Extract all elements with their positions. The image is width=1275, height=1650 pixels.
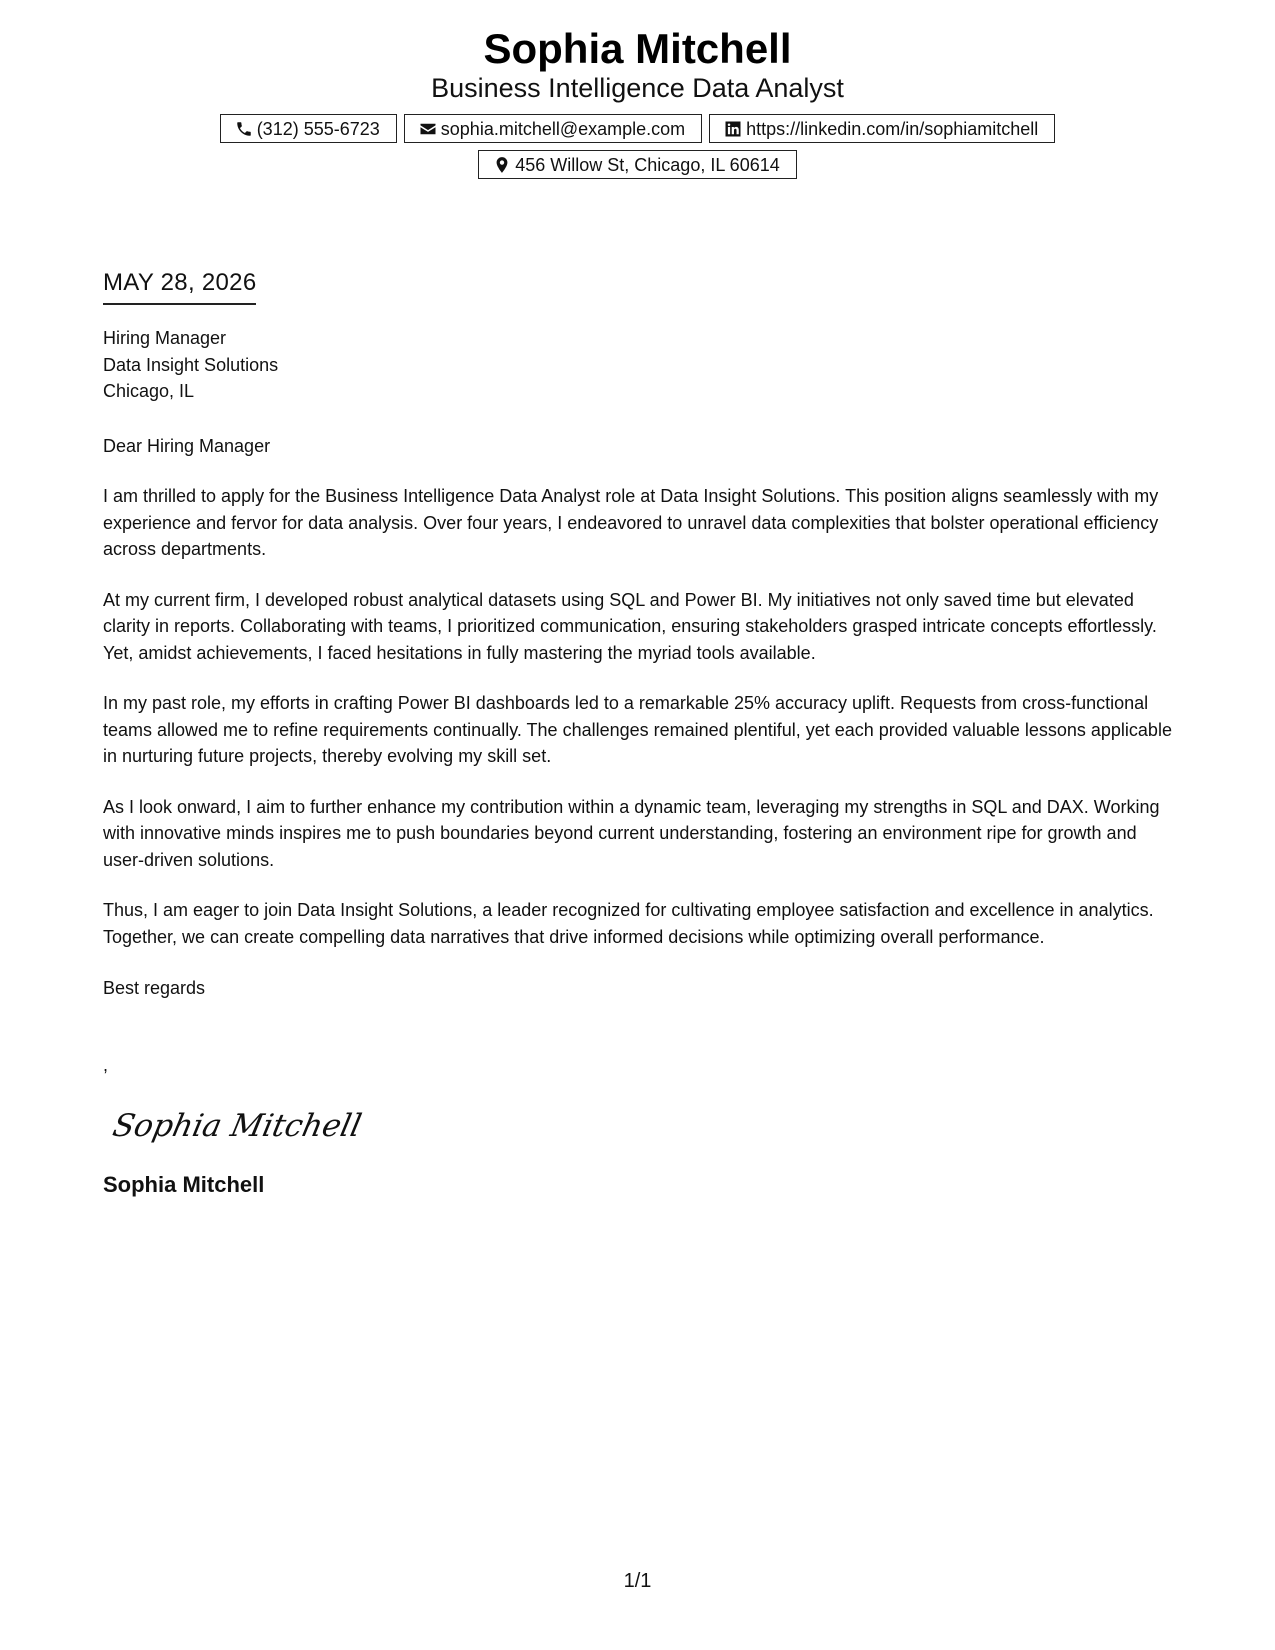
letter-body — [103, 268, 1173, 1198]
applicant-title: Business Intelligence Data Analyst — [431, 73, 844, 103]
address-text: 456 Willow St, Chicago, IL 60614 — [515, 155, 780, 175]
phone-icon — [235, 120, 253, 138]
linkedin-text: https://linkedin.com/in/sophiamitchell — [746, 119, 1039, 139]
contact-address — [478, 150, 796, 179]
applicant-name: Sophia Mitchell — [483, 25, 792, 72]
contact-list — [188, 114, 1088, 179]
recipient-line: Hiring Manager — [103, 328, 227, 348]
body-paragraph: In my past role, my efforts in crafting Power BI dashboards led to a remarkable 25% accuracy uplift. Requests from cross-functional teams allowed me to refine requirements continually. The challenges remained plentiful, yet each provided valuable lessons applicable in nurturing future projects, thereby evolving my skill set. — [103, 693, 1172, 766]
contact-email[interactable] — [404, 114, 702, 143]
body-paragraph: As I look onward, I aim to further enhance my contribution within a dynamic team, leveraging my strengths in SQL and DAX. Working with innovative minds inspires me to push boundaries beyond current understanding, fostering an environment ripe for growth and user-driven solutions. — [103, 796, 1160, 870]
map-marker-icon — [493, 156, 511, 174]
body-paragraph: I am thrilled to apply for the Business Intelligence Data Analyst role at Data Insight Solutions. This position aligns seamlessly with my experience and fervor for data analysis. Over four years, I endeavored to unravel data complexities that bolster operational efficiency across departments. — [103, 486, 1159, 559]
signature-script: Sophia Mitchell — [109, 1107, 363, 1144]
recipient-line: Chicago, IL — [103, 381, 195, 401]
phone-text: (312) 555-6723 — [256, 119, 380, 139]
body-paragraph: At my current firm, I developed robust analytical datasets using SQL and Power BI. My initiatives not only saved time but elevated clarity in reports. Collaborating with teams, I prioritized communication, ensuring stakeholders grasped intricate concepts effortlessly. Yet, amidst achievements, I faced hesitations in fully mastering the myriad tools available. — [103, 589, 1157, 663]
recipient-line: Data Insight Solutions — [103, 354, 279, 375]
contact-linkedin[interactable] — [709, 114, 1055, 143]
letter-date: MAY 28, 2026 — [103, 268, 256, 305]
letter-header — [0, 0, 1275, 179]
salutation: Dear Hiring Manager — [103, 435, 271, 456]
signer-name: Sophia Mitchell — [103, 1171, 265, 1197]
signature-graphic — [103, 1090, 363, 1160]
closing: Best regards — [103, 978, 206, 998]
page-number: 1/1 — [623, 1570, 652, 1592]
signature-image — [103, 1090, 1173, 1160]
envelope-icon — [419, 120, 437, 138]
email-text: sophia.mitchell@example.com — [440, 119, 686, 139]
contact-phone[interactable] — [220, 114, 397, 143]
recipient-block — [103, 325, 1173, 405]
body-paragraph: Thus, I am eager to join Data Insight Solutions, a leader recognized for cultivating employee satisfaction and excellence in analytics. Together, we can create compelling data narratives that drive informed decisions while optimizing overall performance. — [103, 900, 1154, 947]
linkedin-icon — [724, 120, 742, 138]
closing-comma: , — [103, 1054, 109, 1075]
